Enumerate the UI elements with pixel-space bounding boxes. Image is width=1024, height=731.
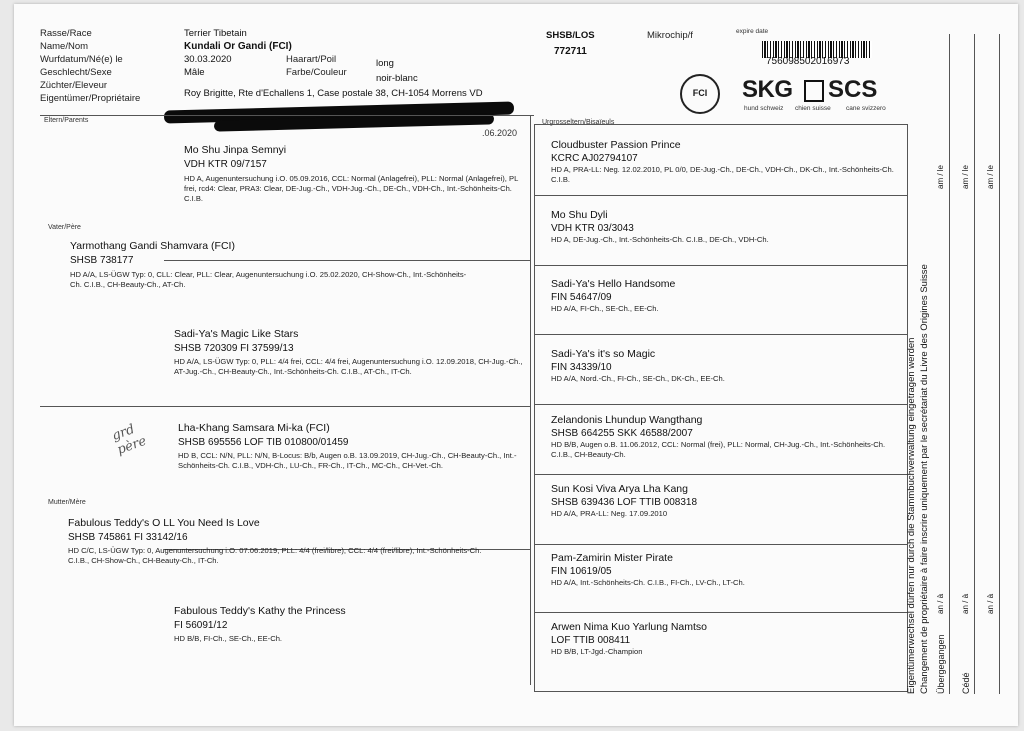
grandparent-3-details: HD B, CCL: N/N, PLL: N/N, B-Locus: B/b, Augen o.B. 13.09.2019, CH-Jug.-Ch., CH-Beauty-Ch., Int.-Schönheits-Ch. C.I.B., VDH-Ch., LU-Ch., FR-Ch., IT-Ch., MC-Ch., CH-Vet.-Ch. [178,451,517,470]
org-sub-2: chien suisse [795,105,831,112]
barcode-number: 756098502016973 [766,56,850,67]
handwritten-note: grd père [110,421,149,458]
sidebar-an-3: an / à [986,593,995,614]
sidebar-note-de: Eigentümerwechsel dürfen nur durch die Stammbuchverwaltung eingetragen werden [906,337,917,694]
label-sex: Geschlecht/Sexe [40,67,112,78]
sidebar-an-2: an / à [961,593,970,614]
ggp-2-details: HD A, DE-Jug.-Ch., Int.-Schönheits-Ch. C.I.B., DE-Ch., VDH-Ch. [551,235,769,244]
ggp-rule-1 [534,195,908,196]
label-expire: expire date [736,28,769,35]
grandparent-1-details: HD A, Augenuntersuchung i.O. 05.09.2016, CCL: Normal (Anlagefrei), PLL: Normal (Anlagefrei), PL frei, rcd4: Clear, PRA3: Clear, DE-Jug.-Ch., VDH-Jug.-Ch., DE-Ch., VDH-Ch., Int.-Schönheits-Ch. C.I.B. [184,174,519,203]
ggp-rule-5 [534,474,908,475]
sidebar-col2-label: Cédé [961,672,971,694]
skg-logo-right: SCS [828,76,878,103]
org-sub-1: hund schweiz [744,105,784,112]
label-reg: SHSB/LOS [546,30,595,41]
ggp-1-details: HD A, PRA-LL: Neg. 12.02.2010, PL 0/0, DE-Jug.-Ch., DE-Ch., VDH-Ch., DK-Ch., Int.-Schönheits-Ch. C.I.B. [551,165,894,184]
ggp-8-reg: LOF TTIB 008411 [551,635,631,646]
label-coat: Haarart/Poil [286,54,337,65]
col-divider [530,115,531,685]
ggp-4-name: Sadi-Ya's it's so Magic [551,348,656,360]
ggp-1-name: Cloudbuster Passion Prince [551,139,681,151]
sidebar-am-2: am / le [961,164,970,189]
mother-name: Fabulous Teddy's O LL You Need Is Love [68,517,260,529]
label-father: Vater/Père [48,224,81,231]
dog-color: noir-blanc [376,73,418,84]
grandparent-4-reg: FI 56091/12 [174,620,228,631]
ggp-7-details: HD A/A, Int.-Schönheits-Ch. C.I.B., FI-Ch., LV-Ch., LT-Ch. [551,578,745,587]
ggp-rule-3 [534,334,908,335]
grandparents-line-1 [164,260,530,261]
ggp-5-name: Zelandonis Lhundup Wangthang [551,414,703,426]
ggp-3-name: Sadi-Ya's Hello Handsome [551,278,676,290]
ggp-6-name: Sun Kosi Viva Arya Lha Kang [551,483,688,495]
fci-logo-text: FCI [692,88,708,98]
mother-reg: SHSB 745861 FI 33142/16 [68,532,188,543]
label-name: Name/Nom [40,41,89,52]
label-dob: Wurfdatum/Né(e) le [40,54,123,65]
ggp-5-details: HD B/B, Augen o.B. 11.06.2012, CCL: Normal (frei), PLL: Normal, CH-Jug.-Ch., Int.-Schönheits-Ch. C.I.B., CH-Beauty-Ch. [551,440,886,459]
org-sub-3: cane svizzero [846,105,886,112]
ggp-rule-4 [534,404,908,405]
ggp-7-name: Pam-Zamirin Mister Pirate [551,552,673,564]
ggp-8-details: HD B/B, LT-Jgd.-Champion [551,647,643,656]
label-color: Farbe/Couleur [286,67,347,78]
label-breeder: Züchter/Eleveur [40,80,108,91]
ggp-3-reg: FIN 54647/09 [551,292,612,303]
grandparent-1-name: Mo Shu Jinpa Semnyi [184,144,287,156]
sidebar-an-1: an / à [936,593,945,614]
fci-logo [680,74,720,114]
grandparent-3-name: Lha-Khang Samsara Mi-ka (FCI) [178,422,330,434]
label-parents: Eltern/Parents [44,117,89,124]
ggp-4-reg: FIN 34339/10 [551,362,612,373]
grandparent-1-reg: VDH KTR 09/7157 [184,159,267,170]
skg-logo-mark [804,80,824,102]
ggp-rule-2 [534,265,908,266]
grandparent-2-reg: SHSB 720309 FI 37599/13 [174,343,294,354]
father-name: Yarmothang Gandi Shamvara (FCI) [70,240,235,252]
ggp-5-reg: SHSB 664255 SKK 46588/2007 [551,428,693,439]
dog-dob: 30.03.2020 [184,54,232,65]
ggp-3-details: HD A/A, FI-Ch., SE-Ch., EE-Ch. [551,304,659,313]
ggp-7-reg: FIN 10619/05 [551,566,612,577]
ggp-rule-7 [534,612,908,613]
pedigree-document [14,4,1018,726]
dog-breeder: Roy Brigitte, Rte d'Echallens 1, Case postale 38, CH-1054 Morrens VD [184,88,483,99]
sidebar-divider-1 [949,34,950,694]
mother-details: HD C/C, LS-ÜGW Typ: 0, Augenuntersuchung i.O. 07.06.2019, PLL: 4/4 (frei/libre), CCL: 4/4 (frei/libre), Int.-Schönheits-Ch. C.I.B., CH-Show-Ch., CH-Beauty-Ch., IT-Ch. [68,546,482,565]
parents-midline [40,406,530,407]
reg-number: 772711 [554,46,587,57]
label-race: Rasse/Race [40,28,92,39]
ggp-6-reg: SHSB 639436 LOF TTIB 008318 [551,497,698,508]
ggp-rule-6 [534,544,908,545]
dog-race: Terrier Tibetain [184,28,247,39]
sidebar-am-3: am / le [986,164,995,189]
sidebar-divider-2 [974,34,975,694]
dog-name: Kundali Or Gandi (FCI) [184,41,292,52]
label-grandparents: Urgrosseltern/Bisaïeuls [542,119,615,126]
label-mother: Mutter/Mère [48,499,86,506]
grandparent-2-details: HD A/A, LS-ÜGW Typ: 0, PLL: 4/4 frei, CCL: 4/4 frei, Augenuntersuchung i.O. 12.09.2018, CH-Jug.-Ch., AT-Jug.-Ch., CH-Beauty-Ch., Int.-Schönheits-Ch. C.I.B., AT-Ch., IT-Ch. [174,357,523,376]
ggp-2-reg: VDH KTR 03/3043 [551,223,634,234]
ggp-1-reg: KCRC AJ02794107 [551,153,638,164]
sidebar-am-1: am / le [936,164,945,189]
father-details: HD A/A, LS-ÜGW Typ: 0, CLL: Clear, PLL: Clear, Augenuntersuchung i.O. 25.02.2020, CH-Show-Ch., Int.-Schönheits-Ch. C.I.B., CH-Beauty-Ch., AT-Ch. [70,270,467,289]
ggp-4-details: HD A/A, Nord.-Ch., FI-Ch., SE-Ch., DK-Ch., EE-Ch. [551,374,725,383]
sidebar-note-fr: Changement de propriétaire à faire inscrire uniquement par le secrétariat du Livre des Origines Suisse [919,264,930,694]
date-fragment: .06.2020 [482,128,518,138]
parents-rule [40,115,534,116]
dog-coat: long [376,58,394,69]
ggp-8-name: Arwen Nima Kuo Yarlung Namtso [551,621,708,633]
label-chip: Mikrochip/f [647,30,693,41]
sidebar-divider-3 [999,34,1000,694]
father-reg: SHSB 738177 [70,255,134,266]
ggp-2-name: Mo Shu Dyli [551,209,608,221]
grandparent-4-details: HD B/B, FI-Ch., SE-Ch., EE-Ch. [174,634,283,643]
grandparent-2-name: Sadi-Ya's Magic Like Stars [174,328,299,340]
grandparent-4-name: Fabulous Teddy's Kathy the Princess [174,605,346,617]
skg-logo-left: SKG [742,76,793,103]
ggp-6-details: HD A/A, PRA-LL: Neg. 17.09.2010 [551,509,668,518]
label-owner: Eigentümer/Propriétaire [40,93,141,104]
sidebar-col1-label: Übergegangen [936,634,946,694]
grandparent-3-reg: SHSB 695556 LOF TIB 010800/01459 [178,437,349,448]
dog-sex: Mâle [184,67,205,78]
